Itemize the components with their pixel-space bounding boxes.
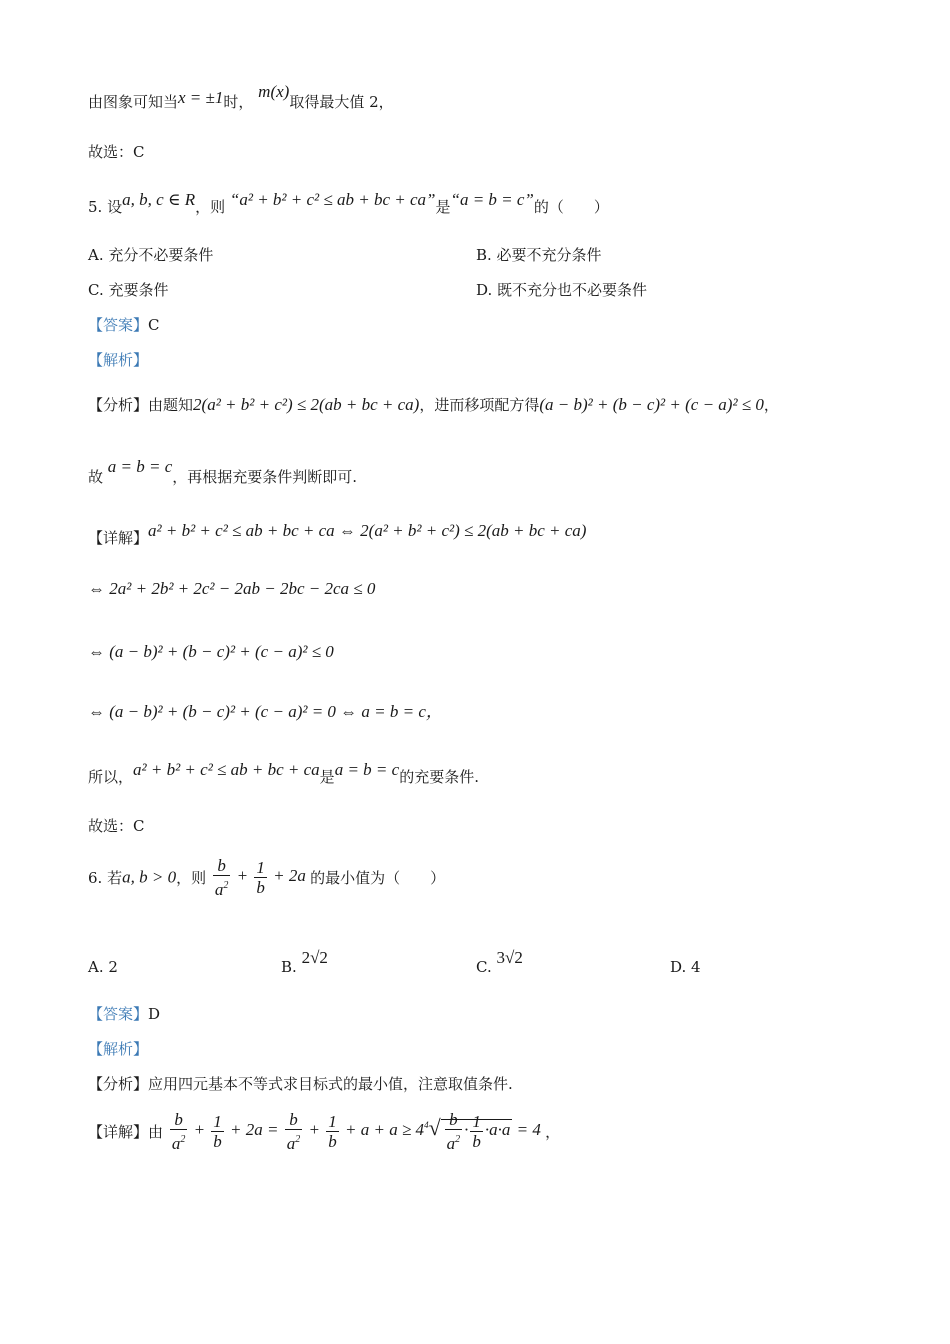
q6-answer: 【答案】D (88, 1005, 161, 1023)
q5-option-c: C. 充要条件 (88, 281, 169, 299)
q6-analysis-tag: 【解析】 (88, 1040, 149, 1058)
q5-option-a: A. 充分不必要条件 (88, 246, 214, 264)
prev-max-line: 由图象可知当x = ±1时， m(x)取得最大值 2， (88, 82, 394, 111)
q5-so: 所以，a² + b² + c² ≤ ab + bc + ca是a = b = c的充要条件. (88, 760, 479, 786)
q5-analysis-tag: 【解析】 (88, 351, 149, 369)
q5-option-d: D. 既不充分也不必要条件 (476, 281, 648, 299)
q5-detail-2: ⇔ 2a² + 2b² + 2c² − 2ab − 2bc − 2ca ≤ 0 (88, 579, 376, 598)
q6-option-d: D. 4 (670, 958, 701, 976)
q6-option-a: A. 2 (88, 958, 118, 976)
q6-fenxi: 【分析】应用四元基本不等式求目标式的最小值，注意取值条件. (88, 1075, 513, 1093)
q5-detail-4: ⇔ (a − b)² + (b − c)² + (c − a)² = 0 ⇔ a = b = c， (88, 702, 443, 721)
q5-choose: 故选：C (88, 817, 145, 835)
fraction-1-over-b: $\frac{1}{b}$ (256, 858, 265, 897)
q5-detail-3: ⇔ (a − b)² + (b − c)² + (c − a)² ≤ 0 (88, 642, 334, 661)
q5-gu: 故 a = b = c，再根据充要条件判断即可. (88, 457, 358, 486)
q6-option-c: C. 3√2 (476, 948, 523, 976)
q5-fenxi: 【分析】由题知2(a² + b² + c²) ≤ 2(ab + bc + ca)，进而移项配方得(a − b)² + (b − c)² + (c − a)² ≤ 0， (88, 395, 779, 414)
q6-option-b: B. 2√2 (281, 948, 328, 976)
q6-detail-expr: $\frac{b}{a^2}$ + $\frac{1}{b}$ + 2a = $\frac{b}{a^2}$ + $\frac{1}{b}$ + $a + a \ge 4^4√$ $\frac{b}{a^2}$ · $\frac{1}{b}$ ·a·a = 4 (171, 1110, 541, 1153)
q6-target-expr: $\frac{b}{a^2}$ + $\frac{1}{b}$ + 2a (214, 856, 311, 899)
q6-stem: 6. 若a, b > 0，则 $\frac{b}{a^2}$ + $\frac{1}{b}$ + 2a 的最小值为（ ） (88, 856, 446, 899)
q5-stem: 5. 设a, b, c ∈ R，则 “a² + b² + c² ≤ ab + bc + ca”是“a = b = c”的（ ） (88, 190, 609, 216)
q5-detail-1: 【详解】a² + b² + c² ≤ ab + bc + ca ⇔ 2(a² + b² + c²) ≤ 2(ab + bc + ca) (88, 521, 587, 547)
prev-choose: 故选：C (88, 143, 145, 161)
q6-detail: 【详解】由 $\frac{b}{a^2}$ + $\frac{1}{b}$ + 2a = $\frac{b}{a^2}$ + $\frac{1}{b}$ + $a + a \ge 4^4√$ $\frac{b}{a^2}$ · $\frac{1}{b}$ ·a·a = 4 ， (88, 1110, 561, 1153)
q5-answer: 【答案】C (88, 316, 160, 334)
q5-option-b: B. 必要不充分条件 (476, 246, 602, 264)
fraction-b-over-a2: $\frac{b}{a^2}$ (214, 856, 229, 899)
